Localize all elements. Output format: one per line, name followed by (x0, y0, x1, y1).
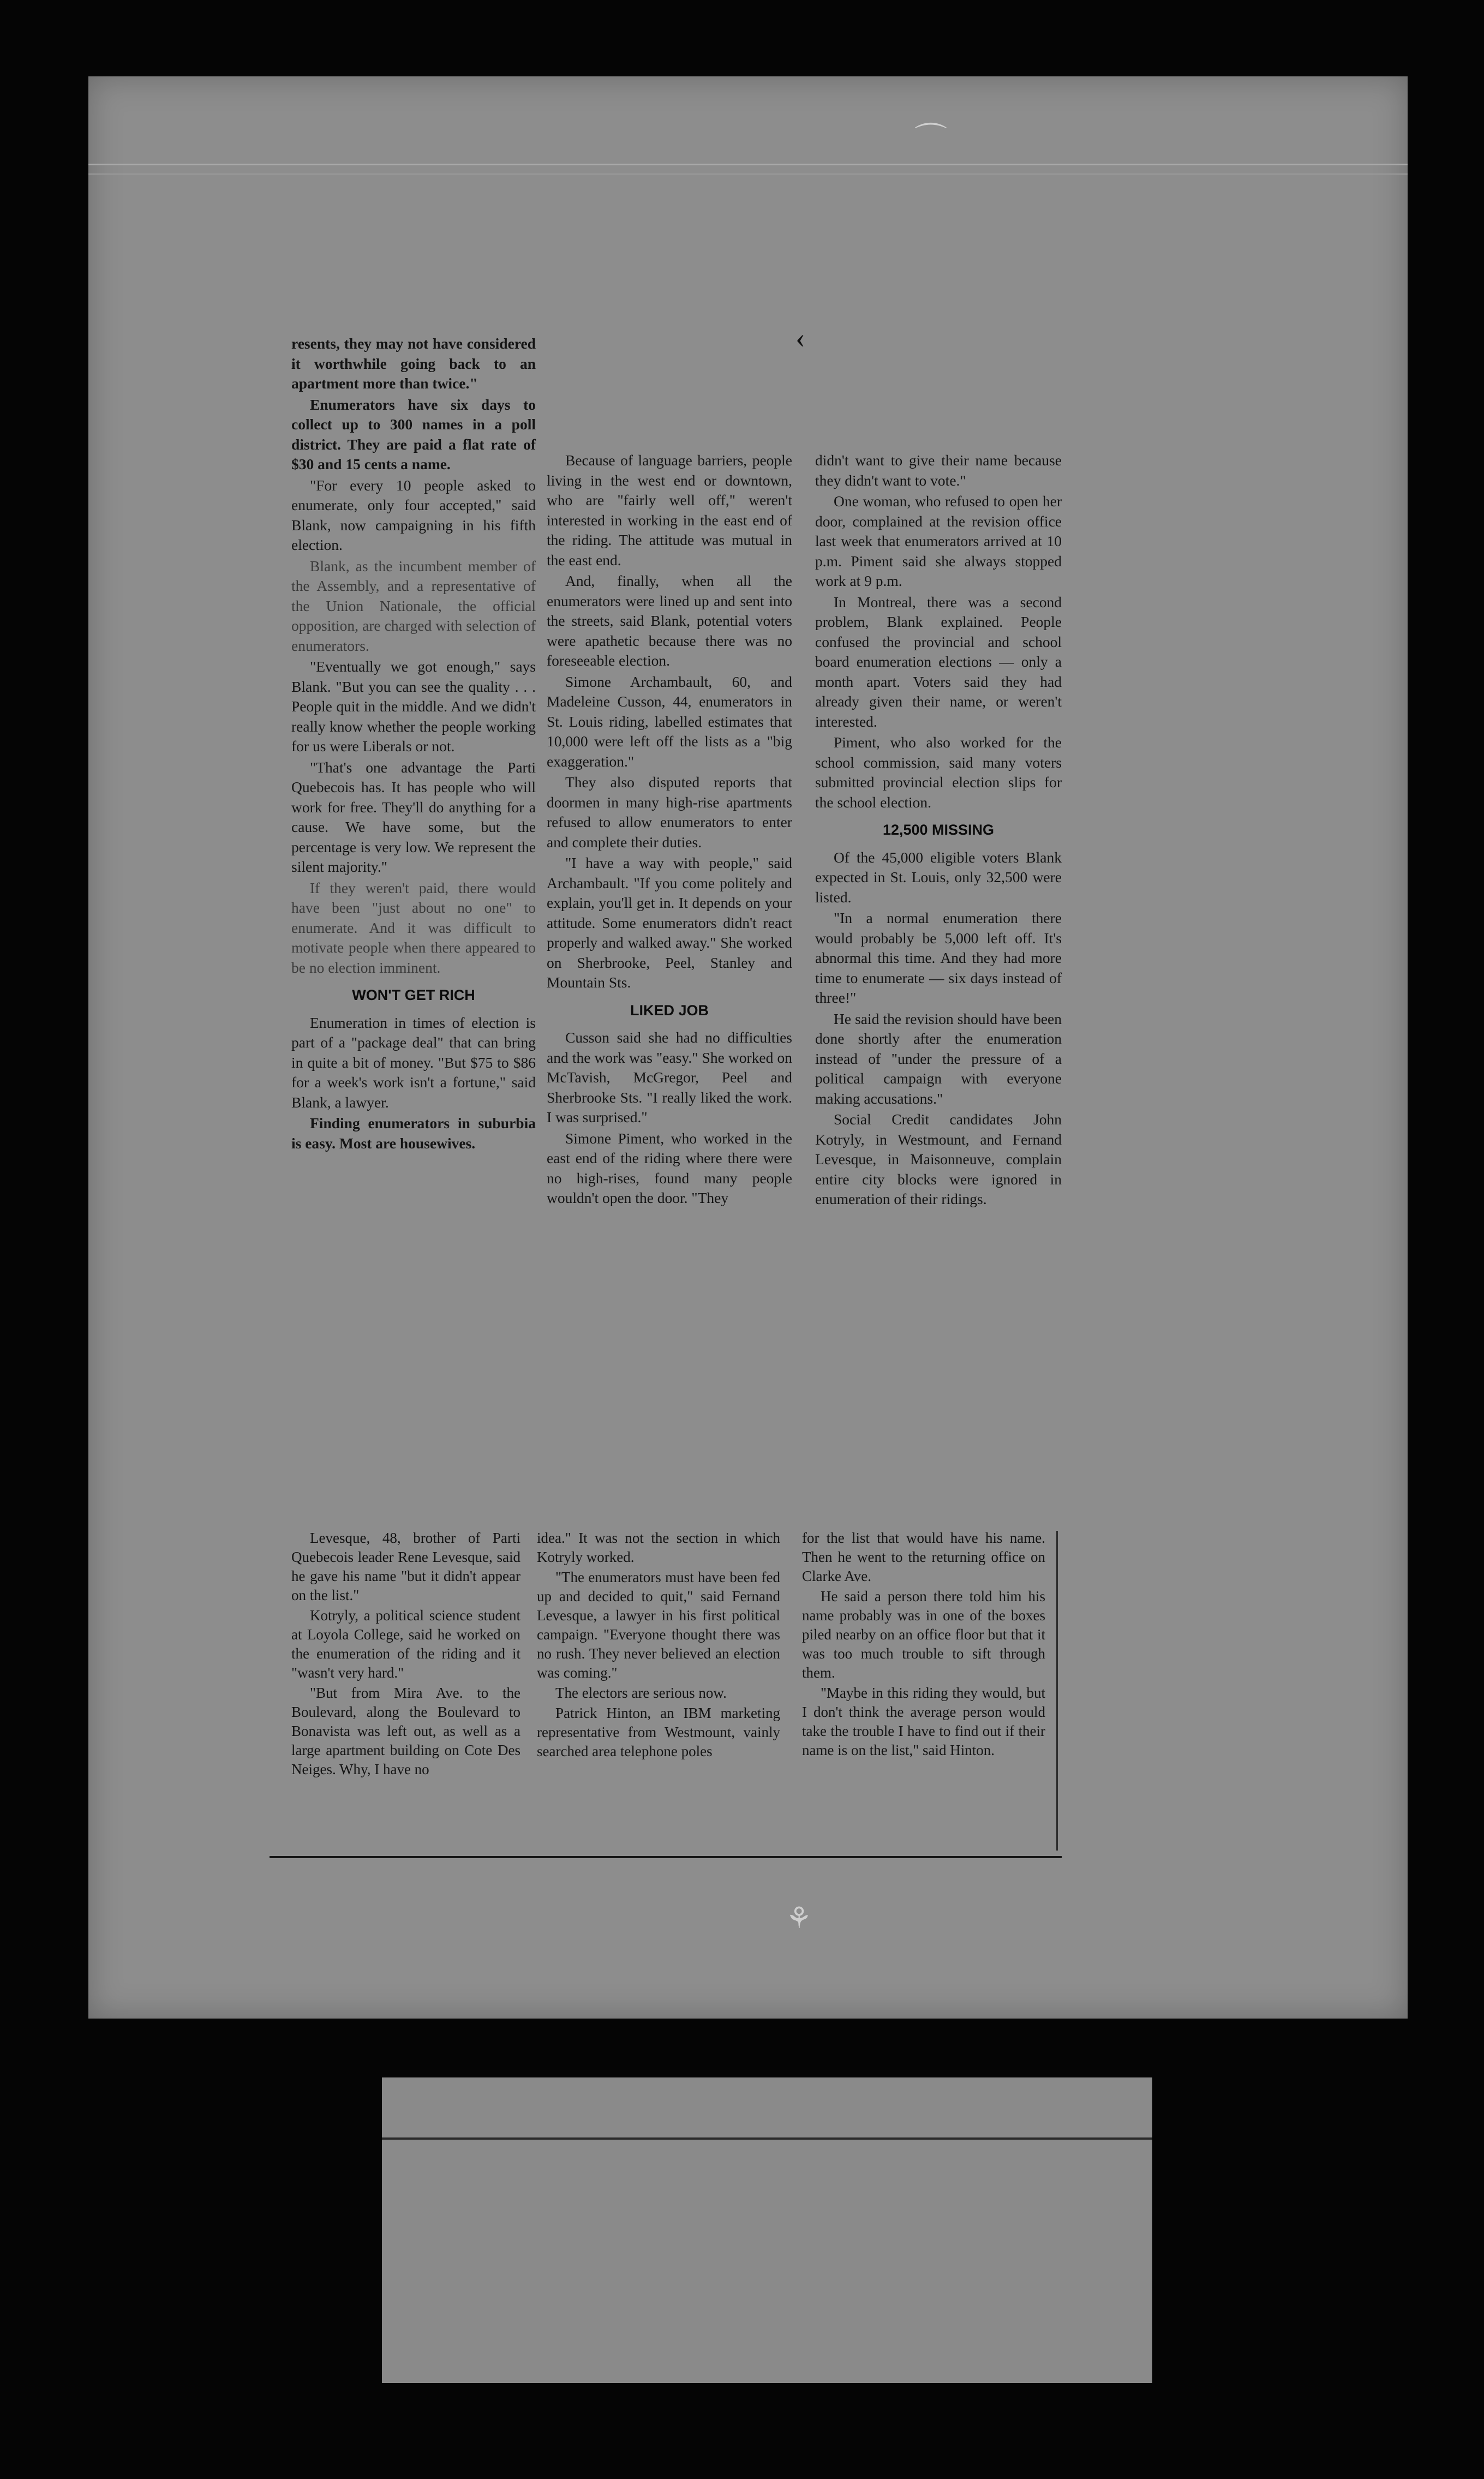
upper-column-1 (291, 334, 536, 1154)
paragraph: Piment, who also worked for the school commission, said many voters submitted provincial election slips for the school election. (815, 734, 1062, 811)
paragraph: "The enumerators must have been fed up and decided to quit," said Fernand Levesque, a lawyer in his first political campaign. "Everyone thought there was no rush. They never believed an election was coming." (537, 1569, 780, 1681)
lower-column-3 (802, 1529, 1045, 1761)
paragraph: Levesque, 48, brother of Parti Quebecois leader Rene Levesque, said he gave his name "but it didn't appear on the list." (291, 1530, 520, 1603)
paragraph: didn't want to give their name because they didn't want to vote." (815, 452, 1062, 489)
paragraph: Enumeration in times of election is part of a "package deal" that can bring in quite a bit of money. "But $75 to $86 for a week's work isn't a fortune," said Blank, a lawyer. (291, 1014, 536, 1111)
lower-column-2 (537, 1529, 780, 1762)
column-edge-rule (1056, 1531, 1058, 1851)
paragraph: for the list that would have his name. Then he went to the returning office on Clarke Ave. (802, 1530, 1045, 1584)
paragraph: Simone Piment, who worked in the east end of the riding where there were no high-rises, found many people wouldn't open the door. "They (547, 1129, 792, 1206)
paragraph: resents, they may not have considered it worthwhile going back to an apartment more than twice." (291, 335, 536, 392)
paragraph: Of the 45,000 eligible voters Blank expected in St. Louis, only 32,500 were listed. (815, 848, 1062, 906)
paragraph: "For every 10 people asked to enumerate, only four accepted," said Blank, now campaigning in his fifth election. (291, 476, 536, 553)
paragraph: Because of language barriers, people living in the west end or downtown, who are "fairly well off," weren't interested in working in the east end of the riding. The attitude was mutual in the east end. (547, 452, 792, 568)
film-speck: ⌒ (914, 122, 947, 158)
paragraph: And, finally, when all the enumerators were lined up and sent into the streets, said Blank, potential voters were apathetic because there was no foreseeable election. (547, 572, 792, 669)
paragraph: "In a normal enumeration there would probably be 5,000 left off. It's abnormal this time. And they had more time to enumerate — six days instead of three!" (815, 909, 1062, 1006)
paragraph: Cusson said she had no difficulties and the work was "easy." She worked on McTavish, McGregor, Peel and Sherbrooke Sts. "I really liked the work. I was surprised." (547, 1029, 792, 1125)
paragraph: "Maybe in this riding they would, but I don't think the average person would take the trouble I have to find out if their name is on the list," said Hinton. (802, 1685, 1045, 1758)
paragraph: "Eventually we got enough," says Blank. "But you can see the quality . . . People quit in the middle. And we didn't really know whether the people working for us were Liberals or not. (291, 658, 536, 755)
paragraph: Social Credit candidates John Kotryly, in Westmount, and Fernand Levesque, in Maisonneuve, complain entire city blocks were ignored in enumeration of their ridings. (815, 1111, 1062, 1207)
paragraph: Patrick Hinton, an IBM marketing representative from Westmount, vainly searched area telephone poles (537, 1705, 780, 1759)
paragraph: "I have a way with people," said Archambault. "If you come politely and explain, you'll get in. It depends on your attitude. Some enumerators didn't react properly and walked away." She worked on Sherbrooke, Peel, Stanley and Mountain Sts. (547, 854, 792, 991)
paragraph: idea." It was not the section in which Kotryly worked. (537, 1530, 780, 1565)
subheading: 12,500 MISSING (882, 822, 995, 838)
paragraph: Finding enumerators in suburbia is easy. Most are housewives. (291, 1115, 536, 1152)
stub-rule (382, 2137, 1152, 2140)
paragraph: They also disputed reports that doormen in many high-rise apartments refused to allow enumerators to enter and complete their duties. (547, 774, 792, 851)
paragraph: One woman, who refused to open her door, complained at the revision office last week that enumerators arrived at 10 p.m. Piment said she always stopped work at 9 p.m. (815, 493, 1062, 589)
microfilm-stub (382, 2077, 1152, 2383)
film-speck: ‹ (795, 321, 805, 354)
paragraph: "That's one advantage the Parti Quebecois has. It has people who will work for free. They'll do anything for a cause. We have some, but the percentage is very low. We represent the silent majority." (291, 758, 536, 875)
upper-column-2 (547, 451, 792, 1209)
paragraph: If they weren't paid, there would have been "just about no one" to enumerate. And it was difficult to motivate people when there appeared to be no election imminent. (291, 879, 536, 976)
lower-column-1 (291, 1529, 520, 1780)
subheading: LIKED JOB (630, 1002, 709, 1019)
paragraph: "But from Mira Ave. to the Boulevard, along the Boulevard to Bonavista was left out, as well as a large apartment building on Cote Des Neiges. Why, I have no (291, 1685, 520, 1777)
paragraph: Blank, as the incumbent member of the Assembly, and a representative of the Union Nationale, the official opposition, are charged with selection of enumerators. (291, 557, 536, 654)
article-bottom-rule (270, 1856, 1062, 1858)
paragraph: In Montreal, there was a second problem, Blank explained. People confused the provincial and school board enumeration elections — only a month apart. Voters said they had already given their name, or weren't interested. (815, 593, 1062, 730)
upper-column-3 (815, 451, 1062, 1211)
paragraph: Simone Archambault, 60, and Madeleine Cusson, 44, enumerators in St. Louis riding, labelled estimates that 10,000 were left off the lists as a "big exaggeration." (547, 673, 792, 770)
paragraph: He said the revision should have been done shortly after the enumeration instead of "under the pressure of a political campaign with everyone making accusations." (815, 1010, 1062, 1107)
top-rule-secondary (88, 173, 1408, 175)
paragraph: Kotryly, a political science student at Loyola College, said he worked on the enumeration of the riding and it "wasn't very hard." (291, 1607, 520, 1681)
film-speck: ⚘ (786, 1902, 812, 1935)
paragraph: Enumerators have six days to collect up to 300 names in a poll district. They are paid a flat rate of $30 and 15 cents a name. (291, 396, 536, 472)
subheading: WON'T GET RICH (352, 987, 475, 1003)
paragraph: He said a person there told him his name probably was in one of the boxes piled nearby on an office floor but that it was too much trouble to sift through them. (802, 1588, 1045, 1681)
paragraph: The electors are serious now. (555, 1685, 727, 1701)
top-rule (88, 164, 1408, 165)
